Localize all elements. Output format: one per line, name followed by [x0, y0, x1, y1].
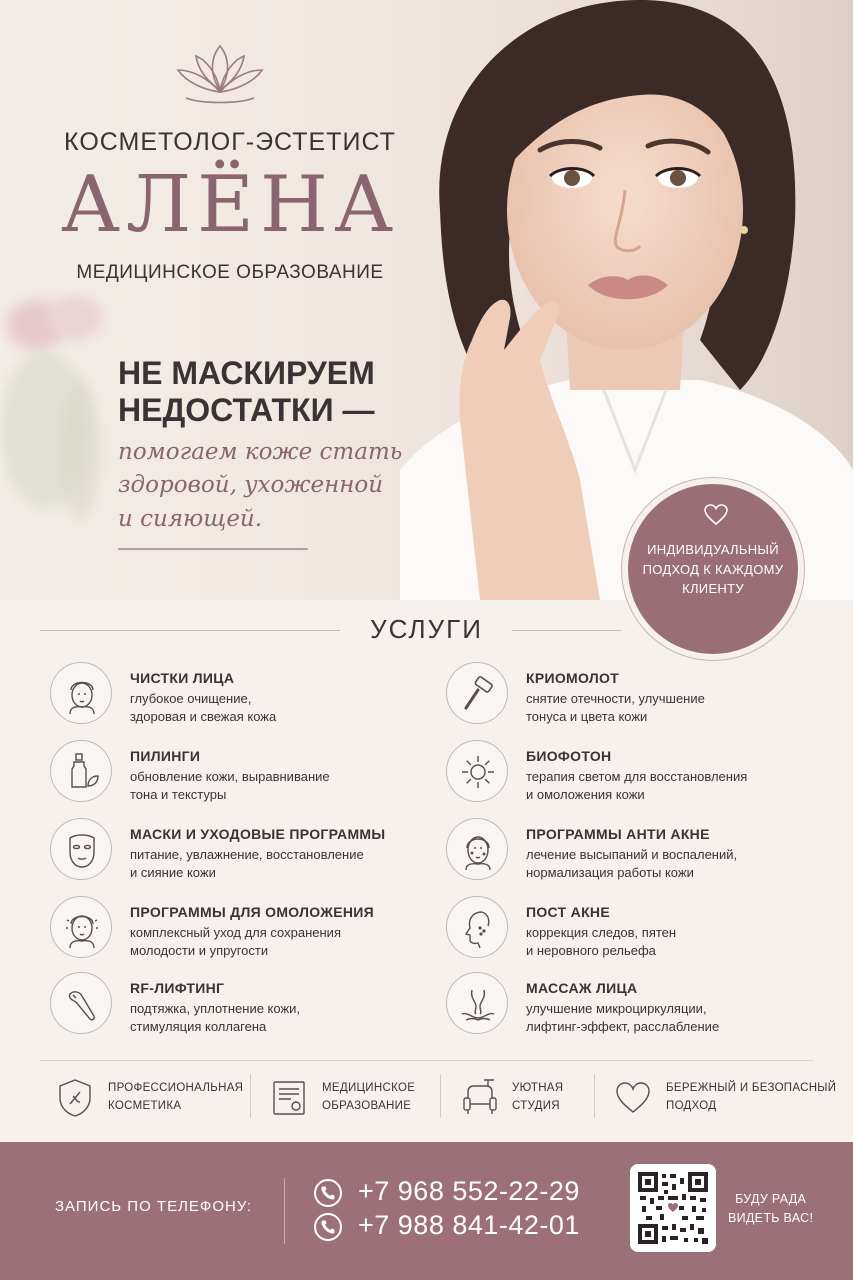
desc-line: снятие отечности, улучшение: [526, 691, 705, 706]
service-title: ЧИСТКИ ЛИЦА: [130, 670, 235, 686]
badge-line: ПОДХОД К КАЖДОМУ: [642, 561, 784, 577]
desc-line: терапия светом для восстановления: [526, 769, 748, 784]
service-icon-circle: [50, 972, 112, 1034]
feature-line: БЕРЕЖНЫЙ И БЕЗОПАСНЫЙ: [666, 1082, 837, 1094]
flower-decoration: [48, 295, 103, 340]
service-title: ПОСТ АКНЕ: [526, 904, 610, 920]
badge-line: ИНДИВИДУАЛЬНЫЙ: [647, 542, 779, 557]
service-item: [50, 662, 390, 728]
welcome-line: БУДУ РАДА: [735, 1192, 807, 1206]
desc-line: лечение высыпаний и воспалений,: [526, 847, 738, 862]
acne-face-icon: [458, 830, 498, 870]
feature-line: УЮТНАЯ: [512, 1082, 564, 1094]
service-title: ПИЛИНГИ: [130, 748, 201, 764]
heart-icon: [614, 1078, 652, 1118]
service-description: [526, 846, 816, 882]
service-icon-circle: [446, 662, 508, 724]
lotus-logo-icon: [172, 42, 268, 110]
service-description: [130, 768, 420, 804]
desc-line: коррекция следов, пятен: [526, 925, 677, 940]
service-item: [446, 662, 786, 728]
feature-line: МЕДИЦИНСКОЕ: [322, 1082, 416, 1094]
service-description: [526, 924, 816, 960]
service-description: [526, 768, 816, 804]
service-icon-circle: [50, 896, 112, 958]
desc-line: нормализация работы кожи: [526, 865, 694, 881]
feature-line: ПОДХОД: [666, 1099, 717, 1112]
services-title: УСЛУГИ: [370, 614, 483, 644]
desc-line: стимуляция коллагена: [130, 1019, 267, 1035]
profession-title: КОСМЕТОЛОГ-ЭСТЕТИСТ: [64, 128, 396, 156]
desc-line: тона и текстуры: [130, 787, 227, 803]
service-item: [50, 740, 390, 806]
service-description: [130, 924, 420, 960]
feature-separator: [594, 1074, 595, 1118]
desc-line: и неровного рельефа: [526, 943, 656, 959]
sun-light-icon: [458, 752, 498, 792]
phone-number-link[interactable]: +7 968 552-22-29: [358, 1176, 580, 1206]
service-icon-circle: [446, 818, 508, 880]
feature-text: [666, 1080, 836, 1116]
features-divider: [40, 1060, 813, 1061]
handset-icon: [320, 1185, 336, 1201]
service-title: RF-ЛИФТИНГ: [130, 980, 225, 996]
feature-item: [614, 1076, 837, 1126]
service-icon-circle: [50, 818, 112, 880]
service-icon-circle: [50, 740, 112, 802]
feature-text: [108, 1080, 243, 1116]
badge-line: КЛИЕНТУ: [682, 581, 744, 596]
script-line: и сияющей.: [118, 505, 263, 532]
service-description: [526, 1000, 816, 1036]
service-item: [50, 818, 390, 884]
feature-item: [56, 1076, 256, 1126]
slogan-line: НЕДОСТАТКИ —: [118, 391, 375, 428]
feature-item: [460, 1076, 590, 1126]
feature-line: ОБРАЗОВАНИЕ: [322, 1099, 412, 1112]
desc-line: обновление кожи, выравнивание: [130, 769, 330, 784]
face-massage-icon: [458, 984, 498, 1024]
service-title: ПРОГРАММЫ АНТИ АКНЕ: [526, 826, 710, 842]
desc-line: подтяжка, уплотнение кожи,: [130, 1001, 301, 1016]
service-description: [130, 846, 420, 882]
service-description: [526, 690, 816, 726]
qr-code-icon: [638, 1172, 708, 1244]
cosmetologist-name: АЛЁНА: [60, 160, 400, 250]
service-icon-circle: [446, 740, 508, 802]
cryo-hammer-icon: [458, 674, 498, 714]
education-subtitle: МЕДИЦИНСКОЕ ОБРАЗОВАНИЕ: [76, 262, 384, 283]
diploma-icon: [270, 1078, 308, 1118]
feature-line: ПРОФЕССИОНАЛЬНАЯ: [108, 1082, 244, 1094]
feature-item: [270, 1076, 440, 1126]
feature-text: [512, 1080, 563, 1116]
script-line: помогаем коже стать: [118, 439, 403, 465]
script-underline: [118, 548, 308, 550]
feature-line: СТУДИЯ: [512, 1099, 560, 1112]
slogan-line: НЕ МАСКИРУЕМ: [118, 355, 375, 391]
phone-icon: [314, 1213, 342, 1241]
service-title: МАСКИ И УХОДОВЫЕ ПРОГРАММЫ: [130, 826, 386, 842]
service-title: БИОФОТОН: [526, 748, 612, 764]
service-title: МАССАЖ ЛИЦА: [526, 980, 638, 996]
service-description: [130, 1000, 420, 1036]
service-title: КРИОМОЛОТ: [526, 670, 620, 686]
phone-number-link[interactable]: +7 988 841-42-01: [358, 1210, 580, 1240]
desc-line: тонуса и цвета кожи: [526, 709, 648, 725]
heart-icon: [704, 504, 728, 526]
service-description: [130, 690, 420, 726]
service-icon-circle: [446, 972, 508, 1034]
desc-line: молодости и упругости: [130, 943, 269, 959]
slogan-heading: [118, 355, 418, 429]
badge-text: [640, 540, 786, 599]
desc-line: комплексный уход для сохранения: [130, 925, 341, 940]
feature-text: [322, 1080, 415, 1116]
service-item: [50, 972, 390, 1038]
service-icon-circle: [446, 896, 508, 958]
service-item: [50, 896, 390, 962]
service-item: [446, 818, 786, 884]
services-divider-right: [512, 630, 622, 631]
desc-line: и омоложения кожи: [526, 787, 645, 803]
desc-line: питание, увлажнение, восстановление: [130, 847, 364, 862]
face-towel-icon: [62, 674, 102, 714]
contact-footer: [0, 1142, 853, 1280]
desc-line: улучшение микроциркуляции,: [526, 1001, 707, 1016]
rf-device-icon: [62, 984, 102, 1024]
service-icon-circle: [50, 662, 112, 724]
armchair-icon: [460, 1078, 498, 1118]
qr-code[interactable]: [630, 1164, 716, 1252]
shield-icon: [56, 1078, 94, 1118]
feature-separator: [250, 1074, 251, 1118]
leaves-decoration: [60, 380, 100, 520]
service-title: ПРОГРАММЫ ДЛЯ ОМОЛОЖЕНИЯ: [130, 904, 374, 920]
feature-line: КОСМЕТИКА: [108, 1099, 182, 1112]
rejuvenation-face-icon: [62, 908, 102, 948]
feature-separator: [440, 1074, 441, 1118]
desc-line: здоровая и свежая кожа: [130, 709, 277, 725]
phone-icon: [314, 1179, 342, 1207]
desc-line: и сияние кожи: [130, 865, 216, 881]
face-mask-icon: [62, 830, 102, 870]
peel-bottle-icon: [62, 752, 102, 792]
cosmetologist-portrait: [400, 0, 853, 600]
welcome-note: [728, 1190, 813, 1229]
service-item: [446, 972, 786, 1038]
slogan-script: [118, 436, 418, 536]
welcome-line: ВИДЕТЬ ВАС!: [728, 1211, 814, 1226]
desc-line: лифтинг-эффект, расслабление: [526, 1019, 720, 1035]
service-item: [446, 896, 786, 962]
footer-divider: [284, 1178, 285, 1244]
booking-label: ЗАПИСЬ ПО ТЕЛЕФОНУ:: [55, 1198, 253, 1215]
service-item: [446, 740, 786, 806]
post-acne-profile-icon: [458, 908, 498, 948]
handset-icon: [320, 1219, 336, 1235]
desc-line: глубокое очищение,: [130, 691, 252, 706]
script-line: здоровой, ухоженной: [118, 472, 384, 499]
